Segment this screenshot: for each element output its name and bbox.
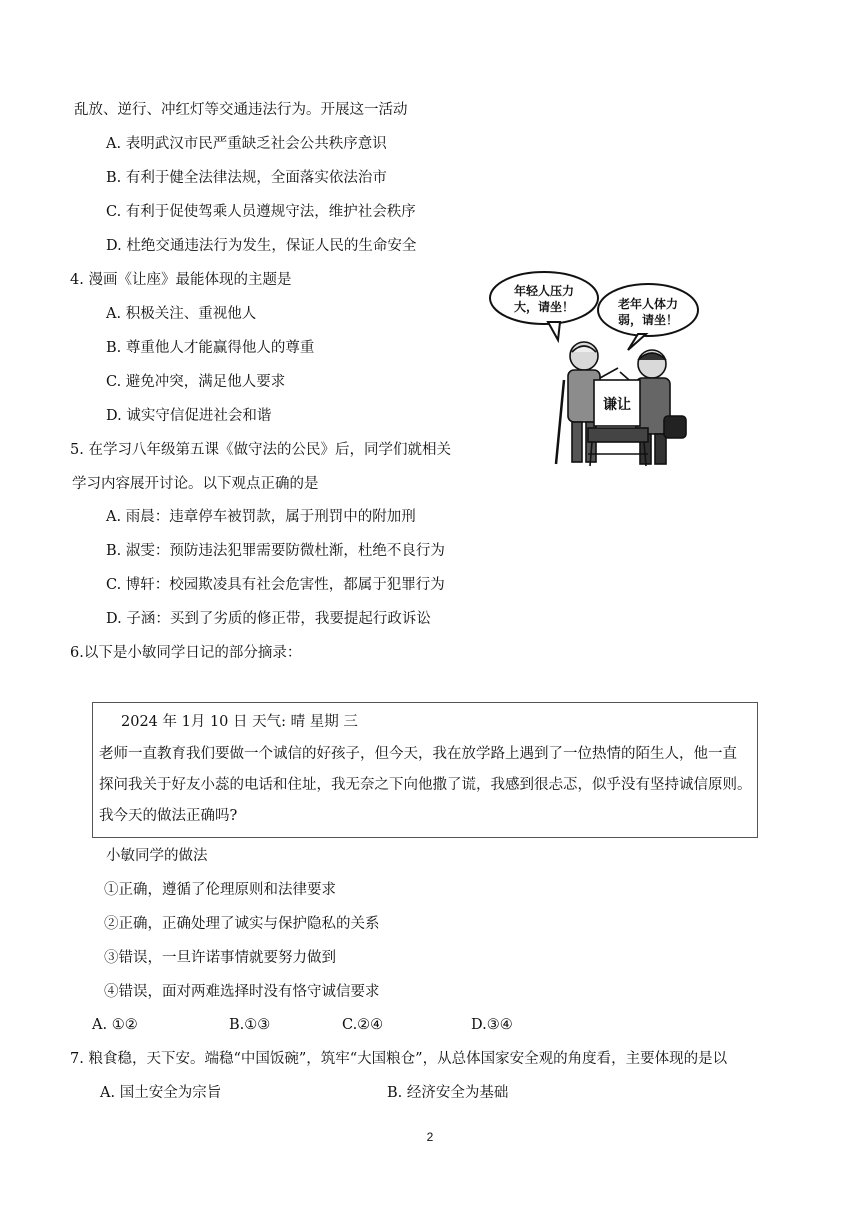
diary-excerpt-box <box>92 702 758 838</box>
q4-option-b: B. 尊重他人才能赢得他人的尊重 <box>106 340 315 356</box>
q6-question: 小敏同学的做法 <box>106 848 208 864</box>
sign-text: 谦让 <box>603 397 631 413</box>
page-number: 2 <box>426 1130 434 1144</box>
diary-line: 老师一直教育我们要做一个诚信的好孩子，但今天，我在放学路上遇到了一位热情的陌生人，他一直 <box>99 746 737 762</box>
q5-option-a: A. 雨晨：违章停车被罚款，属于刑罚中的附加刑 <box>106 509 416 525</box>
diary-line: 探问我关于好友小蕊的电话和住址，我无奈之下向他撒了谎，我感到很忐忑，似乎没有坚持诚信原则。 <box>99 777 752 793</box>
q6-choice-c: C.②④ <box>342 1017 384 1033</box>
bench-with-sign <box>588 380 648 466</box>
q6-choice-d: D.③④ <box>471 1017 513 1033</box>
q6-statement-1: ①正确，遵循了伦理原则和法律要求 <box>104 882 336 898</box>
q6-statement-3: ③错误，一旦许诺事情就要努力做到 <box>104 950 336 966</box>
q4-option-c: C. 避免冲突，满足他人要求 <box>106 374 286 390</box>
q5-option-c: C. 博轩：校园欺凌具有社会危害性，都属于犯罪行为 <box>106 577 445 593</box>
q5-option-b: B. 淑雯：预防违法犯罪需要防微杜渐，杜绝不良行为 <box>106 543 445 559</box>
q5-option-d: D. 子涵：买到了劣质的修正带，我要提起行政诉讼 <box>106 611 431 627</box>
q6-stem: 6.以下是小敏同学日记的部分摘录： <box>70 645 302 661</box>
q3-stem-continuation: 乱放、逆行、冲红灯等交通违法行为。开展这一活动 <box>74 102 408 118</box>
left-bubble-line1: 年轻人压力 <box>513 284 575 298</box>
right-speech-bubble <box>598 284 698 350</box>
q3-option-a: A. 表明武汉市民严重缺乏社会公共秩序意识 <box>106 136 387 152</box>
right-bubble-line2: 弱，请坐！ <box>617 313 679 327</box>
left-speech-bubble <box>490 272 598 340</box>
q7-option-b: B. 经济安全为基础 <box>387 1085 509 1101</box>
cartoon-rangzuo-illustration <box>488 268 700 472</box>
q3-option-b: B. 有利于健全法律法规，全面落实依法治市 <box>106 170 387 186</box>
q4-stem: 4. 漫画《让座》最能体现的主题是 <box>70 272 292 288</box>
q6-choice-a: A. ①② <box>92 1017 138 1033</box>
q6-choice-b: B.①③ <box>229 1017 271 1033</box>
q5-stem-line1: 5. 在学习八年级第五课《做守法的公民》后，同学们就相关 <box>70 442 451 458</box>
q7-stem: 7. 粮食稳，天下安。端稳“中国饭碗”，筑牢“大国粮仓”，从总体国家安全观的角度看，主要体现的是以 <box>70 1051 728 1067</box>
left-bubble-line2: 大，请坐！ <box>513 300 575 314</box>
q6-statement-4: ④错误，面对两难选择时没有恪守诚信要求 <box>104 984 380 1000</box>
q3-option-d: D. 杜绝交通违法行为发生，保证人民的生命安全 <box>106 238 417 254</box>
q5-stem-line2: 学习内容展开讨论。以下观点正确的是 <box>72 476 319 492</box>
diary-line: 我今天的做法正确吗? <box>99 808 238 824</box>
q4-option-d: D. 诚实守信促进社会和谐 <box>106 408 272 424</box>
q4-option-a: A. 积极关注、重视他人 <box>106 306 257 322</box>
q6-statement-2: ②正确，正确处理了诚实与保护隐私的关系 <box>104 916 380 932</box>
q3-option-c: C. 有利于促使驾乘人员遵规守法，维护社会秩序 <box>106 204 416 220</box>
diary-header: 2024 年 1月 10 日 天气: 晴 星期 三 <box>121 714 358 730</box>
right-bubble-line1: 老年人体力 <box>617 297 679 311</box>
q7-option-a: A. 国土安全为宗旨 <box>100 1085 222 1101</box>
